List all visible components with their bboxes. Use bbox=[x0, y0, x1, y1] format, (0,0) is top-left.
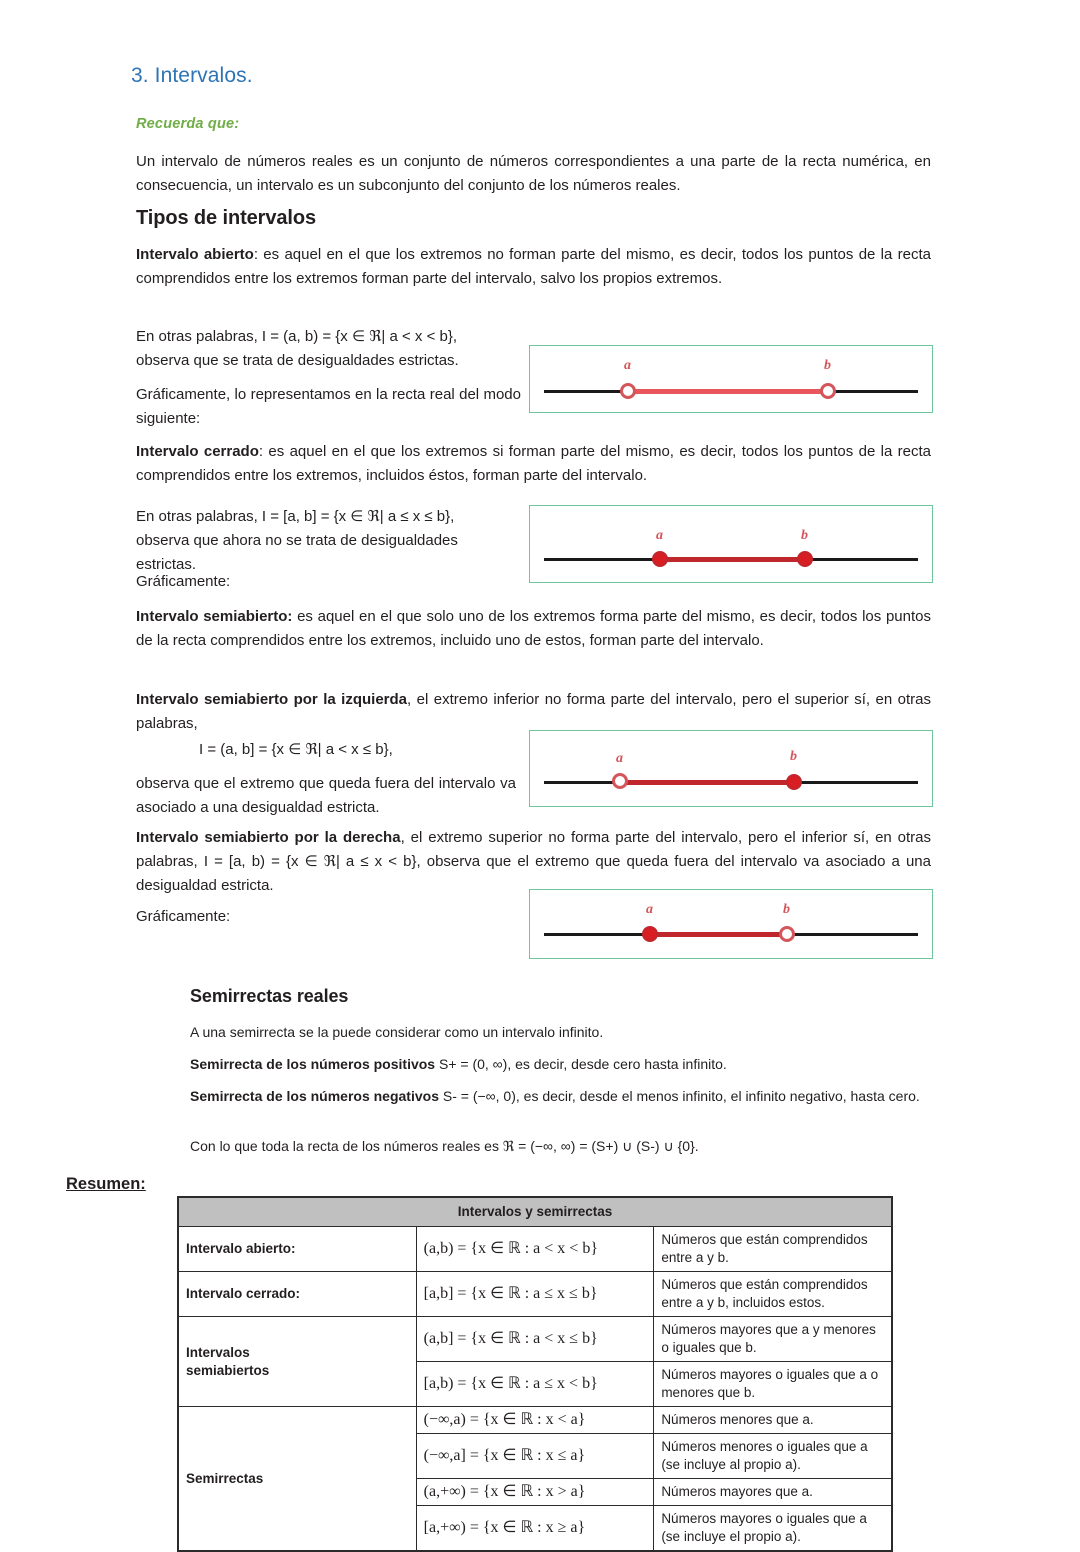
cerrado-lead: En otras palabras, bbox=[136, 508, 258, 525]
interval-segment bbox=[620, 780, 794, 785]
semi-derecha-definition bbox=[136, 826, 931, 898]
semi-derecha-term: Intervalo semiabierto por la derecha bbox=[136, 829, 401, 846]
endpoint-a-label: a bbox=[646, 902, 653, 917]
semirrectas-positivos-term: Semirrecta de los números positivos bbox=[190, 1056, 436, 1072]
row-desc-cerrado: Números que están comprendidos entre a y b, incluidos estos. bbox=[654, 1272, 892, 1317]
row-formula-neginf-open: (−∞,a) = {x ∈ ℝ : x < a} bbox=[416, 1407, 654, 1434]
row-group-label-semirrectas: Semirrectas bbox=[179, 1407, 417, 1551]
figure-closed-interval bbox=[529, 505, 933, 583]
row-label-abierto: Intervalo abierto: bbox=[179, 1227, 417, 1272]
tipos-heading: Tipos de intervalos bbox=[136, 207, 317, 229]
row-formula-abierto: (a,b) = {x ∈ ℝ : a < x < b} bbox=[416, 1227, 654, 1272]
endpoint-a-label: a bbox=[624, 358, 631, 373]
semiabierto-definition bbox=[136, 605, 931, 653]
row-formula-cerrado: [a,b] = {x ∈ ℝ : a ≤ x ≤ b} bbox=[416, 1272, 654, 1317]
row-label-cerrado: Intervalo cerrado: bbox=[179, 1272, 417, 1317]
semi-izquierda-observa: observa que el extremo que queda fuera del intervalo va asociado a una desigualdad estricta. bbox=[136, 775, 516, 816]
endpoint-a-label: a bbox=[616, 751, 623, 766]
cerrado-formula: I = [a, b] = {x ∈ ℜ| a ≤ x ≤ b}, bbox=[261, 508, 455, 525]
abierto-lead: En otras palabras, bbox=[136, 328, 258, 345]
row-formula-semi-izq: (a,b] = {x ∈ ℝ : a < x ≤ b} bbox=[416, 1317, 654, 1362]
row-desc-semi-izq: Números mayores que a y menores o iguales que b. bbox=[654, 1317, 892, 1362]
abierto-formula: I = (a, b) = {x ∈ ℜ| a < x < b}, bbox=[261, 328, 458, 345]
abierto-definition-text: : es aquel en el que los extremos no forman parte del mismo, es decir, todos los puntos de la recta comprendidos entre los extremos forman parte del intervalo, salvo los propios extremos. bbox=[136, 246, 931, 287]
cerrado-definition bbox=[136, 440, 931, 488]
abierto-definition bbox=[136, 243, 931, 291]
endpoint-b-open-circle bbox=[820, 383, 836, 399]
row-group-label-semiabiertos bbox=[179, 1317, 417, 1407]
row-formula-posinf-open: (a,+∞) = {x ∈ ℝ : x > a} bbox=[416, 1479, 654, 1506]
page-title: 3. Intervalos. bbox=[131, 64, 253, 87]
abierto-formula-line bbox=[136, 325, 526, 349]
semi-izquierda-definition-text: , el extremo inferior no forma parte del intervalo, pero el superior sí, en otras palabras, bbox=[136, 691, 932, 732]
semiabierto-definition-text: es aquel en el que solo uno de los extremos forma parte del mismo, es decir, todos los puntos de la recta comprendidos entre los extremos, incluido uno de estos, forman parte del intervalo. bbox=[136, 608, 931, 649]
semi-izquierda-term: Intervalo semiabierto por la izquierda bbox=[136, 691, 408, 708]
semiabierto-term: Intervalo semiabierto: bbox=[136, 608, 293, 625]
abierto-term: Intervalo abierto bbox=[136, 246, 254, 263]
resumen-label: Resumen: bbox=[66, 1175, 146, 1193]
endpoint-a-label: a bbox=[656, 528, 663, 543]
recuerda-label: Recuerda que: bbox=[136, 116, 240, 132]
semirrectas-conclusion: Con lo que toda la recta de los números reales es ℜ = (−∞, ∞) = (S+) ∪ (S-) ∪ {0}. bbox=[190, 1138, 699, 1154]
endpoint-b-label: b bbox=[790, 749, 797, 764]
cerrado-definition-text: : es aquel en el que los extremos si forman parte del mismo, es decir, todos los puntos de la recta comprendidos entre los extremos, incluidos éstos, forman parte del intervalo. bbox=[136, 443, 931, 484]
endpoint-b-open-circle bbox=[779, 926, 795, 942]
interval-segment bbox=[660, 557, 805, 562]
row-desc-posinf-open: Números mayores que a. bbox=[654, 1479, 892, 1506]
abierto-graficamente: Gráficamente, lo representamos en la recta real del modo siguiente: bbox=[136, 386, 521, 427]
semirrectas-negativos bbox=[190, 1085, 935, 1108]
semirrectas-intro: A una semirrecta se la puede considerar como un intervalo infinito. bbox=[190, 1024, 604, 1040]
row-formula-neginf-closed: (−∞,a] = {x ∈ ℝ : x ≤ a} bbox=[416, 1434, 654, 1479]
summary-table bbox=[177, 1196, 893, 1552]
semirrectas-negativos-term: Semirrecta de los números negativos bbox=[190, 1088, 439, 1104]
table-header-row bbox=[179, 1198, 892, 1227]
endpoint-a-filled-circle bbox=[652, 551, 668, 567]
endpoint-a-open-circle bbox=[620, 383, 636, 399]
semirrectas-positivos bbox=[190, 1053, 935, 1076]
semi-derecha-formula: I = [a, b) = {x ∈ ℜ| a ≤ x < b}, bbox=[203, 853, 421, 870]
endpoint-b-label: b bbox=[801, 528, 808, 543]
cerrado-observa: observa que ahora no se trata de desigualdades estrictas. bbox=[136, 532, 458, 573]
interval-segment bbox=[628, 389, 828, 394]
abierto-observa: observa que se trata de desigualdades estrictas. bbox=[136, 352, 459, 369]
endpoint-a-filled-circle bbox=[642, 926, 658, 942]
row-desc-abierto: Números que están comprendidos entre a y b. bbox=[654, 1227, 892, 1272]
semirrectas-positivos-text: S+ = (0, ∞), es decir, desde cero hasta infinito. bbox=[435, 1056, 727, 1072]
semi-derecha-definition-text: , el extremo superior no forma parte del intervalo, pero el inferior sí, en otras palabras, bbox=[136, 829, 932, 870]
table-row bbox=[179, 1317, 892, 1362]
cerrado-graficamente: Gráficamente: bbox=[136, 573, 231, 590]
intro-paragraph: Un intervalo de números reales es un conjunto de números correspondientes a una parte de la recta numérica, en consecuencia, un intervalo es un subconjunto del conjunto de los números reales. bbox=[136, 153, 931, 194]
semi-izquierda-definition bbox=[136, 688, 931, 736]
row-desc-neginf-open: Números menores que a. bbox=[654, 1407, 892, 1434]
table-title-cell: Intervalos y semirrectas bbox=[179, 1198, 892, 1227]
table-row bbox=[179, 1227, 892, 1272]
interval-segment bbox=[650, 932, 787, 937]
endpoint-b-label: b bbox=[783, 902, 790, 917]
figure-right-semiopen-interval bbox=[529, 889, 933, 959]
row-desc-posinf-closed: Números mayores o iguales que a (se incluye el propio a). bbox=[654, 1506, 892, 1551]
cerrado-formula-line bbox=[136, 505, 526, 529]
semirrectas-heading: Semirrectas reales bbox=[190, 986, 349, 1006]
semi-derecha-graficamente: Gráficamente: bbox=[136, 908, 231, 925]
semi-derecha-definition-tail: observa que el extremo que queda fuera del intervalo va asociado a una desigualdad estricta. bbox=[136, 853, 931, 894]
row-formula-semi-der: [a,b) = {x ∈ ℝ : a ≤ x < b} bbox=[416, 1362, 654, 1407]
semirrectas-negativos-text: S- = (−∞, 0), es decir, desde el menos infinito, el infinito negativo, hasta cero. bbox=[438, 1088, 920, 1104]
cerrado-term: Intervalo cerrado bbox=[136, 443, 259, 460]
figure-left-semiopen-interval bbox=[529, 730, 933, 807]
endpoint-a-open-circle bbox=[612, 773, 628, 789]
row-formula-posinf-closed: [a,+∞) = {x ∈ ℝ : x ≥ a} bbox=[416, 1506, 654, 1551]
endpoint-b-filled-circle bbox=[786, 774, 802, 790]
table-row bbox=[179, 1407, 892, 1434]
row-desc-neginf-closed: Números menores o iguales que a (se incluye al propio a). bbox=[654, 1434, 892, 1479]
endpoint-b-label: b bbox=[824, 358, 831, 373]
semi-izquierda-formula: I = (a, b] = {x ∈ ℜ| a < x ≤ b}, bbox=[199, 741, 393, 758]
endpoint-b-filled-circle bbox=[797, 551, 813, 567]
group-label-line-1: Intervalos bbox=[186, 1344, 250, 1360]
table-row bbox=[179, 1272, 892, 1317]
figure-open-interval bbox=[529, 345, 933, 413]
row-desc-semi-der: Números mayores o iguales que a o menores que b. bbox=[654, 1362, 892, 1407]
group-label-line-2: semiabiertos bbox=[186, 1362, 270, 1378]
